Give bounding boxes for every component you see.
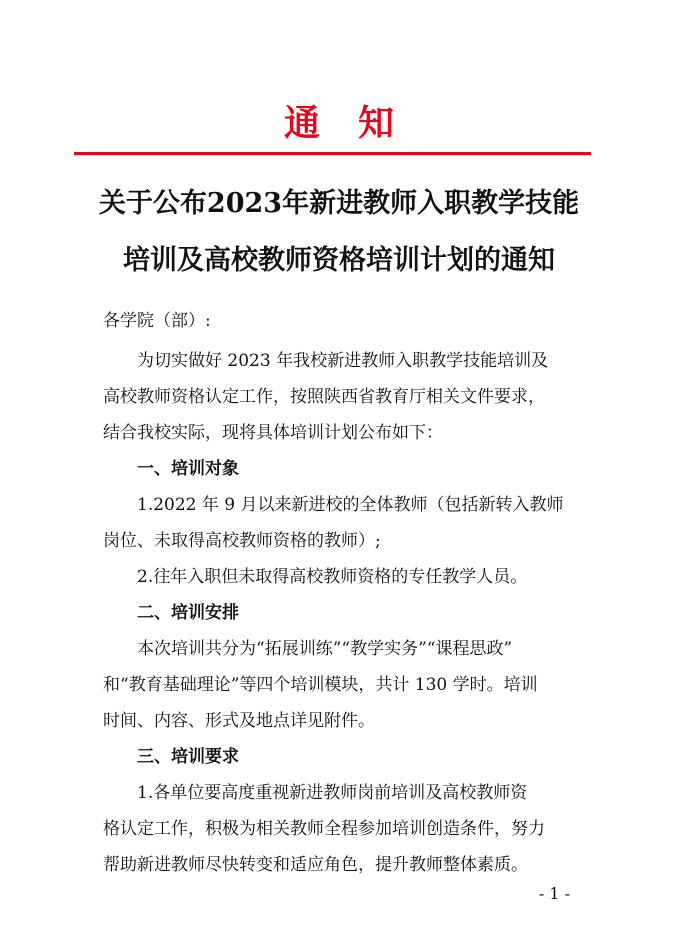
section-3-line-1: 1.各单位要高度重视新进教师岗前培训及高校教师资 xyxy=(137,783,528,803)
salutation: 各学院（部）: xyxy=(103,311,211,331)
document-title-line-1: 关于公布2023年新进教师入职教学技能 xyxy=(98,188,580,219)
section-1-line-3: 2.往年入职但未取得高校教师资格的专任教学人员。 xyxy=(137,567,528,587)
page-number: - 1 - xyxy=(538,884,570,903)
section-2-heading: 二、培训安排 xyxy=(137,603,239,623)
section-3-line-3: 帮助新进教师尽快转变和适应角色，提升教师整体素质。 xyxy=(103,855,528,875)
document-title-line-2: 培训及高校教师资格培训计划的通知 xyxy=(123,245,555,276)
red-divider xyxy=(74,152,591,155)
section-2-line-1: 本次培训共分为“拓展训练”“教学实务”“课程思政” xyxy=(137,639,513,659)
intro-line-3: 结合我校实际，现将具体培训计划公布如下： xyxy=(103,423,443,443)
section-1-line-2: 岗位、未取得高校教师资格的教师）; xyxy=(103,531,381,551)
section-1-line-1: 1.2022 年 9 月以来新进校的全体教师（包括新转入教师 xyxy=(137,495,564,515)
notice-header-title: 通知 xyxy=(283,103,432,144)
section-1-heading: 一、培训对象 xyxy=(137,459,239,479)
section-3-heading: 三、培训要求 xyxy=(137,747,239,767)
section-2-line-2: 和“教育基础理论”等四个培训模块，共计 130 学时。培训 xyxy=(103,675,538,695)
section-2-line-3: 时间、内容、形式及地点详见附件。 xyxy=(103,711,375,731)
intro-line-1: 为切实做好 2023 年我校新进教师入职教学技能培训及 xyxy=(137,351,549,371)
intro-line-2: 高校教师资格认定工作，按照陕西省教育厅相关文件要求， xyxy=(103,387,545,407)
section-3-line-2: 格认定工作，积极为相关教师全程参加培训创造条件，努力 xyxy=(103,819,545,839)
